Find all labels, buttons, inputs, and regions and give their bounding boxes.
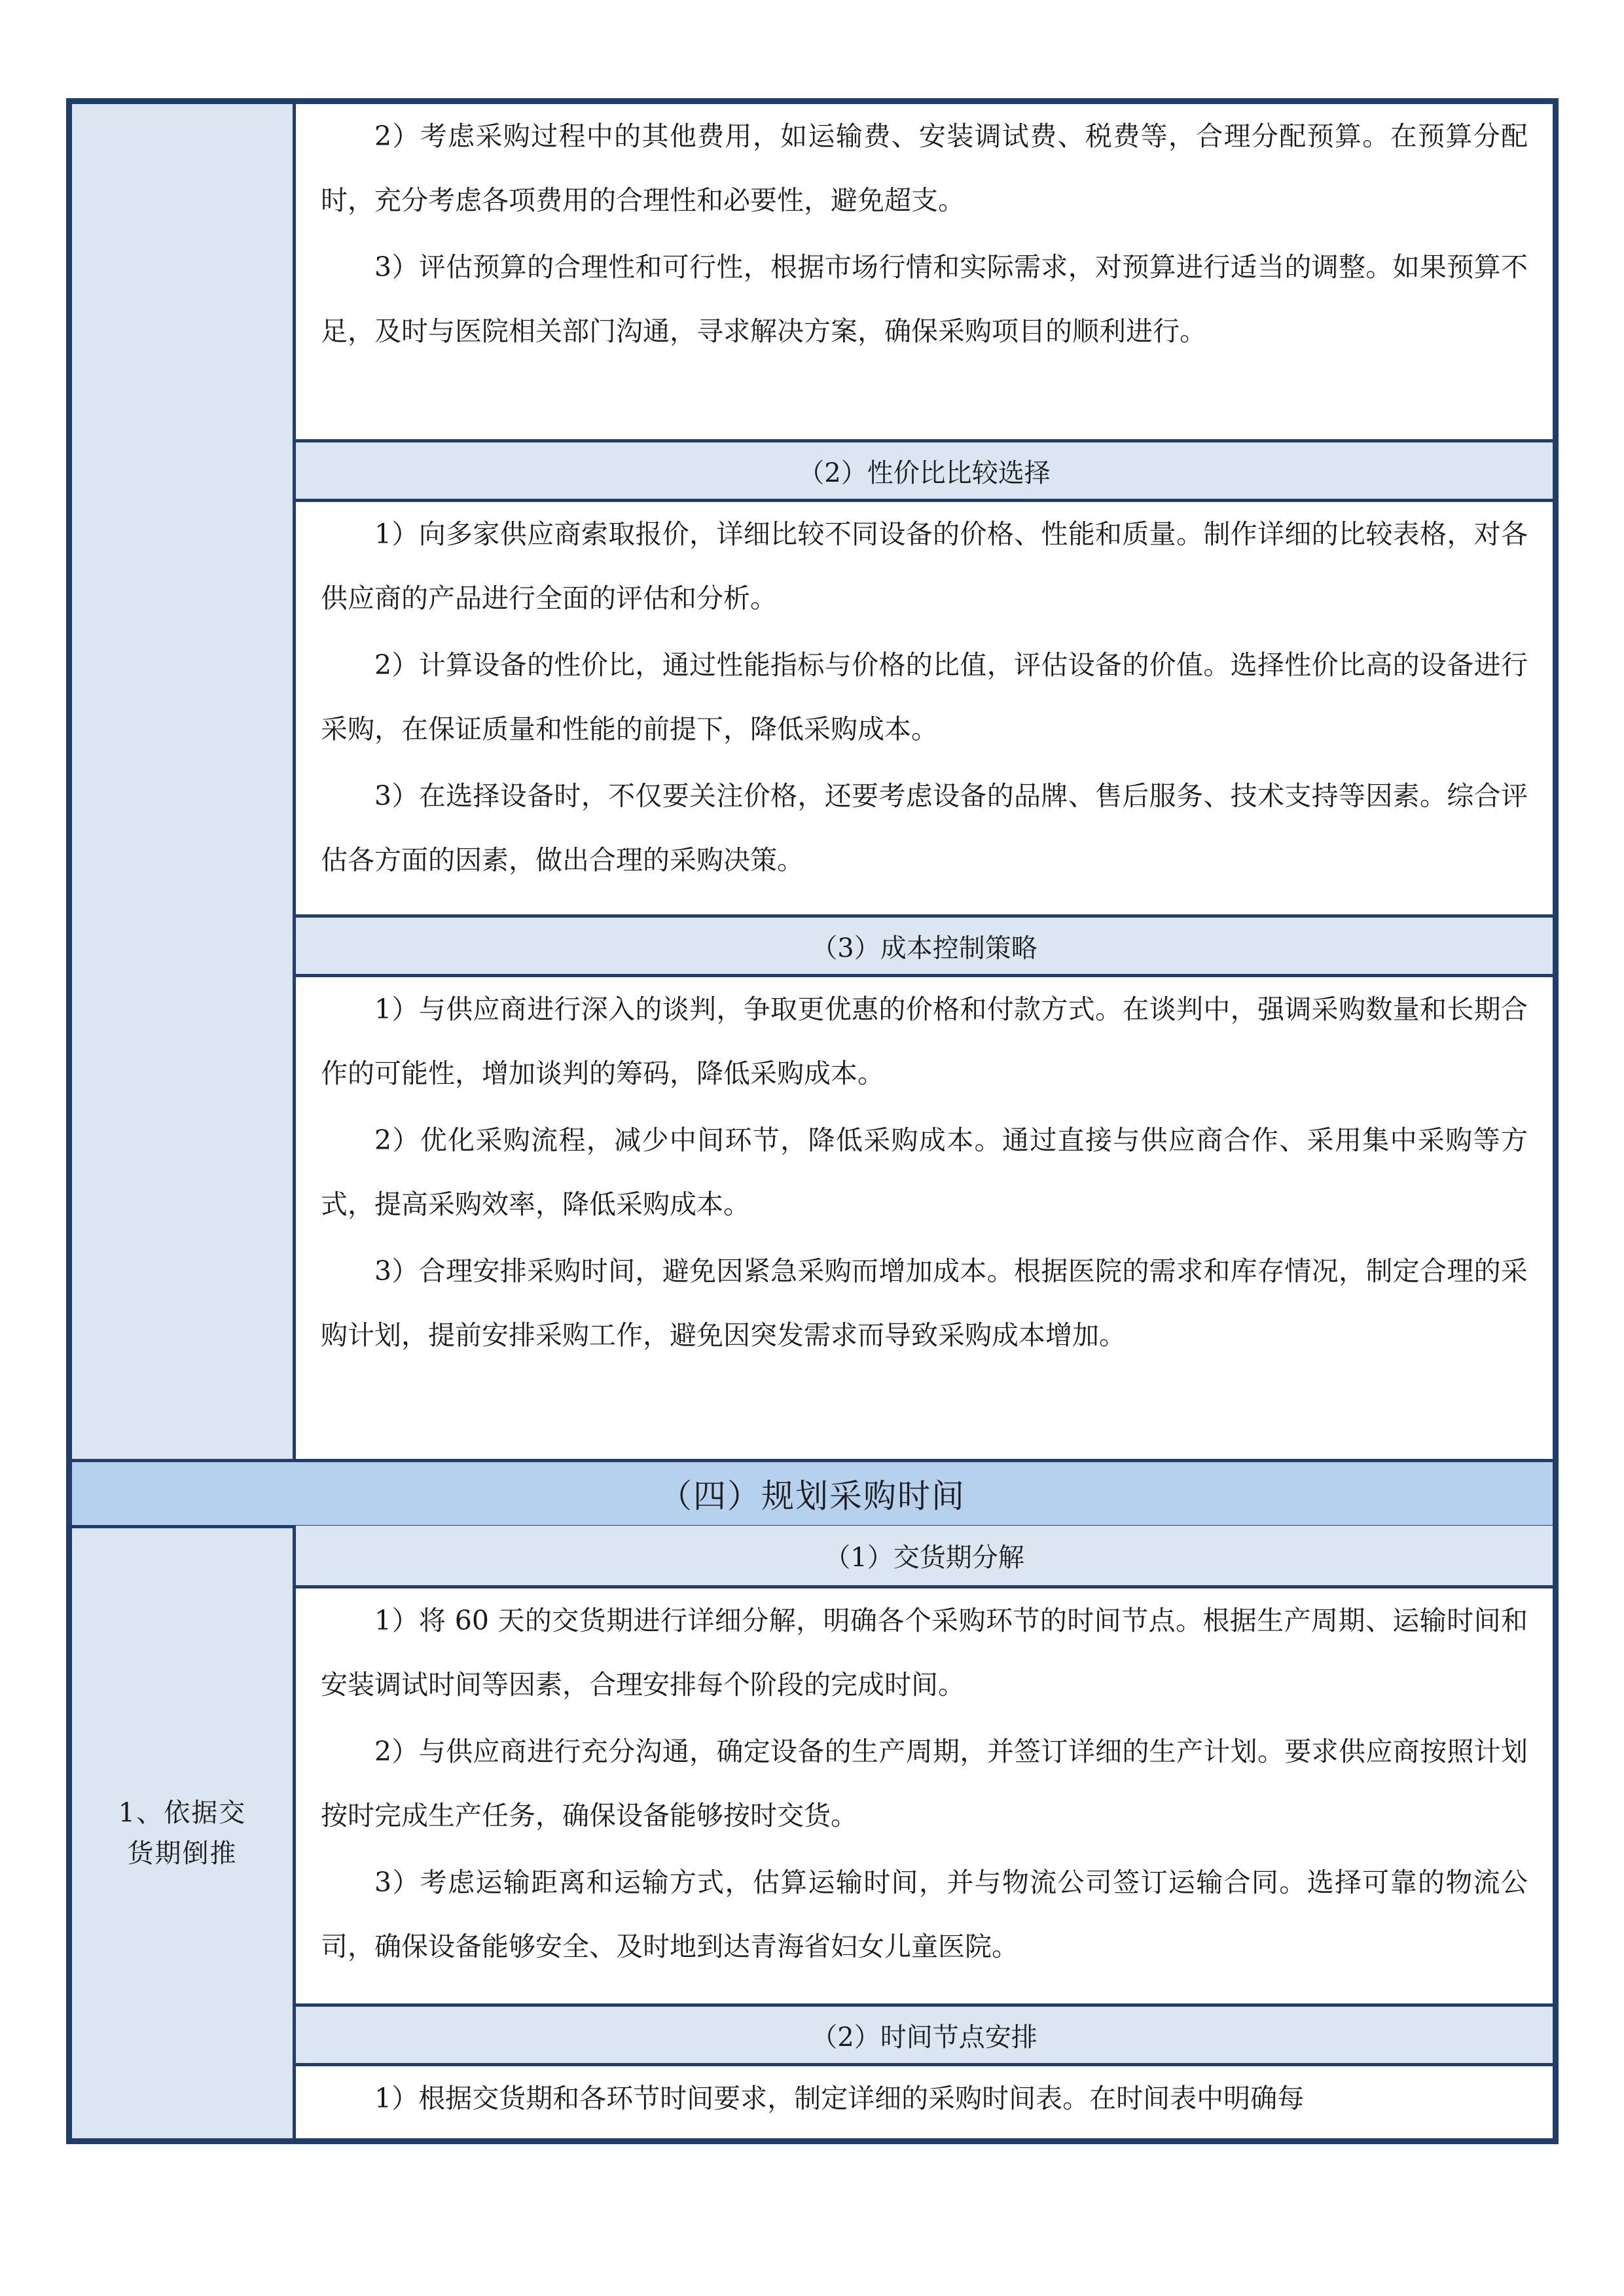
subheader-cost-control: （3）成本控制策略 [296, 914, 1553, 977]
paragraph: 2）优化采购流程，减少中间环节，降低采购成本。通过直接与供应商合作、采用集中采购等方式，提高采购效率，降低采购成本。 [321, 1124, 1528, 1220]
subheader-delivery-breakdown: （1）交货期分解 [296, 1526, 1553, 1588]
paragraph: 3）合理安排采购时间，避免因紧急采购而增加成本。根据医院的需求和库存情况，制定合理的采购计划，提前安排采购工作，避免因突发需求而导致采购成本增加。 [321, 1255, 1528, 1351]
left-label: 1、依据交货期倒推 [118, 1798, 247, 1869]
paragraph: 2）与供应商进行充分沟通，确定设备的生产周期，并签订详细的生产计划。要求供应商按照计划按时完成生产任务，确保设备能够按时交货。 [321, 1736, 1528, 1831]
cost-control-block [296, 977, 1553, 1459]
cost-performance-block [296, 502, 1553, 914]
budget-block [296, 104, 1553, 439]
paragraph: 1）根据交货期和各环节时间要求，制定详细的采购时间表。在时间表中明确每 [374, 2083, 1305, 2114]
time-nodes-block [296, 2066, 1553, 2138]
subheader-cost-performance: （2）性价比比较选择 [296, 439, 1553, 502]
left-cell-lower [72, 1528, 296, 2138]
paragraph: 3）评估预算的合理性和可行性，根据市场行情和实际需求，对预算进行适当的调整。如果预算不足，及时与医院相关部门沟通，寻求解决方案，确保采购项目的顺利进行。 [321, 251, 1528, 347]
paragraph: 1）与供应商进行深入的谈判，争取更优惠的价格和付款方式。在谈判中，强调采购数量和长期合作的可能性，增加谈判的筹码，降低采购成本。 [321, 994, 1528, 1089]
paragraph: 3）在选择设备时，不仅要关注价格，还要考虑设备的品牌、售后服务、技术支持等因素。综合评估各方面的因素，做出合理的采购决策。 [321, 780, 1528, 876]
content-table [66, 98, 1559, 2144]
delivery-breakdown-block [296, 1588, 1553, 2003]
paragraph: 2）考虑采购过程中的其他费用，如运输费、安装调试费、税费等，合理分配预算。在预算分配时，充分考虑各项费用的合理性和必要性，避免超支。 [321, 120, 1528, 216]
section-title: （四）规划采购时间 [72, 1459, 1553, 1528]
paragraph: 3）考虑运输距离和运输方式，估算运输时间，并与物流公司签订运输合同。选择可靠的物流公司，确保设备能够安全、及时地到达青海省妇女儿童医院。 [321, 1867, 1528, 1962]
paragraph: 1）向多家供应商索取报价，详细比较不同设备的价格、性能和质量。制作详细的比较表格，对各供应商的产品进行全面的评估和分析。 [321, 518, 1528, 614]
subheader-time-nodes: （2）时间节点安排 [296, 2003, 1553, 2066]
paragraph: 2）计算设备的性价比，通过性能指标与价格的比值，评估设备的价值。选择性价比高的设备进行采购，在保证质量和性能的前提下，降低采购成本。 [321, 649, 1528, 745]
left-cell-upper [72, 104, 296, 1459]
paragraph: 1）将 60 天的交货期进行详细分解，明确各个采购环节的时间节点。根据生产周期、运输时间和安装调试时间等因素，合理安排每个阶段的完成时间。 [321, 1605, 1528, 1700]
